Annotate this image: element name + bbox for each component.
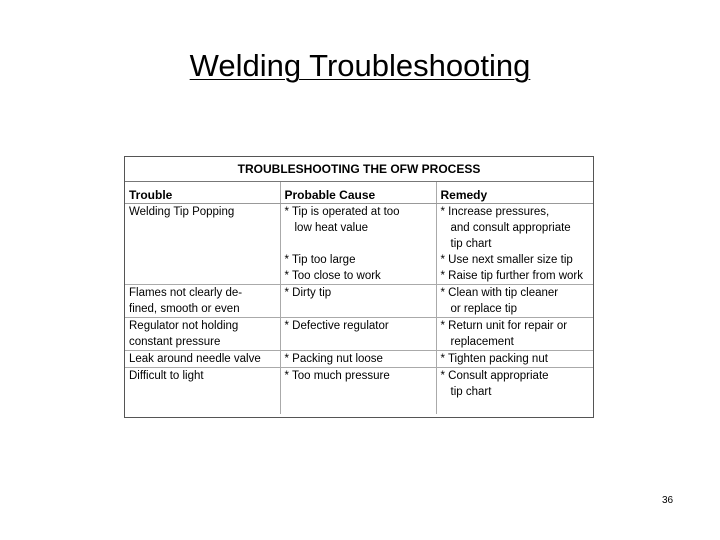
cell-line: * Defective regulator: [284, 320, 389, 332]
cause-cell: [280, 318, 436, 351]
cell-line: replacement: [450, 336, 514, 348]
troubleshooting-grid: [125, 182, 593, 414]
cell-line: * Tip is operated at too: [284, 206, 400, 218]
cell-line: * Tighten packing nut: [440, 353, 548, 365]
table-row: [125, 285, 593, 318]
remedy-cell: [436, 204, 593, 285]
slide-title: Welding Troubleshooting: [189, 48, 531, 83]
cell-line: tip chart: [450, 386, 492, 398]
table-heading: TROUBLESHOOTING THE OFW PROCESS: [125, 157, 593, 182]
table-row: [125, 318, 593, 351]
trouble-cell: [125, 204, 280, 285]
cell-line: tip chart: [450, 238, 492, 250]
cell-line: low heat value: [294, 222, 369, 234]
trouble-cell: [125, 285, 280, 318]
cell-line: constant pressure: [129, 336, 221, 348]
trouble-cell: [125, 351, 280, 368]
cell-line: Regulator not holding: [129, 320, 239, 332]
header-row: [125, 182, 593, 204]
cause-cell: [280, 285, 436, 318]
cell-line: * Clean with tip cleaner: [440, 287, 559, 299]
cell-line: * Consult appropriate: [440, 370, 549, 382]
trouble-cell: [125, 318, 280, 351]
cell-line: Flames not clearly de-: [129, 287, 243, 299]
troubleshooting-table: [124, 156, 594, 418]
cell-line: and consult appropriate: [450, 222, 571, 234]
cell-line: Welding Tip Popping: [129, 206, 235, 218]
cause-cell: [280, 368, 436, 415]
remedy-cell: [436, 368, 593, 415]
cell-line: * Increase pressures,: [440, 206, 550, 218]
cell-line: * Raise tip further from work: [440, 270, 584, 282]
column-header-remedy: Remedy: [436, 182, 593, 204]
cause-cell: [280, 204, 436, 285]
cell-line: * Too much pressure: [284, 370, 390, 382]
trouble-cell: [125, 368, 280, 415]
cell-line: or replace tip: [450, 303, 517, 315]
page-number: 36: [662, 495, 674, 506]
table-body: [125, 204, 593, 415]
remedy-cell: [436, 351, 593, 368]
table-row: [125, 351, 593, 368]
remedy-cell: [436, 318, 593, 351]
cell-line: Difficult to light: [129, 370, 204, 382]
cell-line: fined, smooth or even: [129, 303, 240, 315]
table-row: [125, 204, 593, 285]
cell-line: * Tip too large: [284, 254, 356, 266]
remedy-cell: [436, 285, 593, 318]
cell-line: * Use next smaller size tip: [440, 254, 573, 266]
column-header-trouble: Trouble: [125, 182, 280, 204]
cell-line: * Dirty tip: [284, 287, 332, 299]
cell-line: [285, 236, 432, 252]
cause-cell: [280, 351, 436, 368]
cell-line: Leak around needle valve: [129, 353, 261, 365]
column-header-probable-cause: Probable Cause: [280, 182, 436, 204]
cell-line: * Too close to work: [284, 270, 381, 282]
cell-line: * Return unit for repair or: [440, 320, 568, 332]
cell-line: * Packing nut loose: [284, 353, 383, 365]
table-row: [125, 368, 593, 415]
